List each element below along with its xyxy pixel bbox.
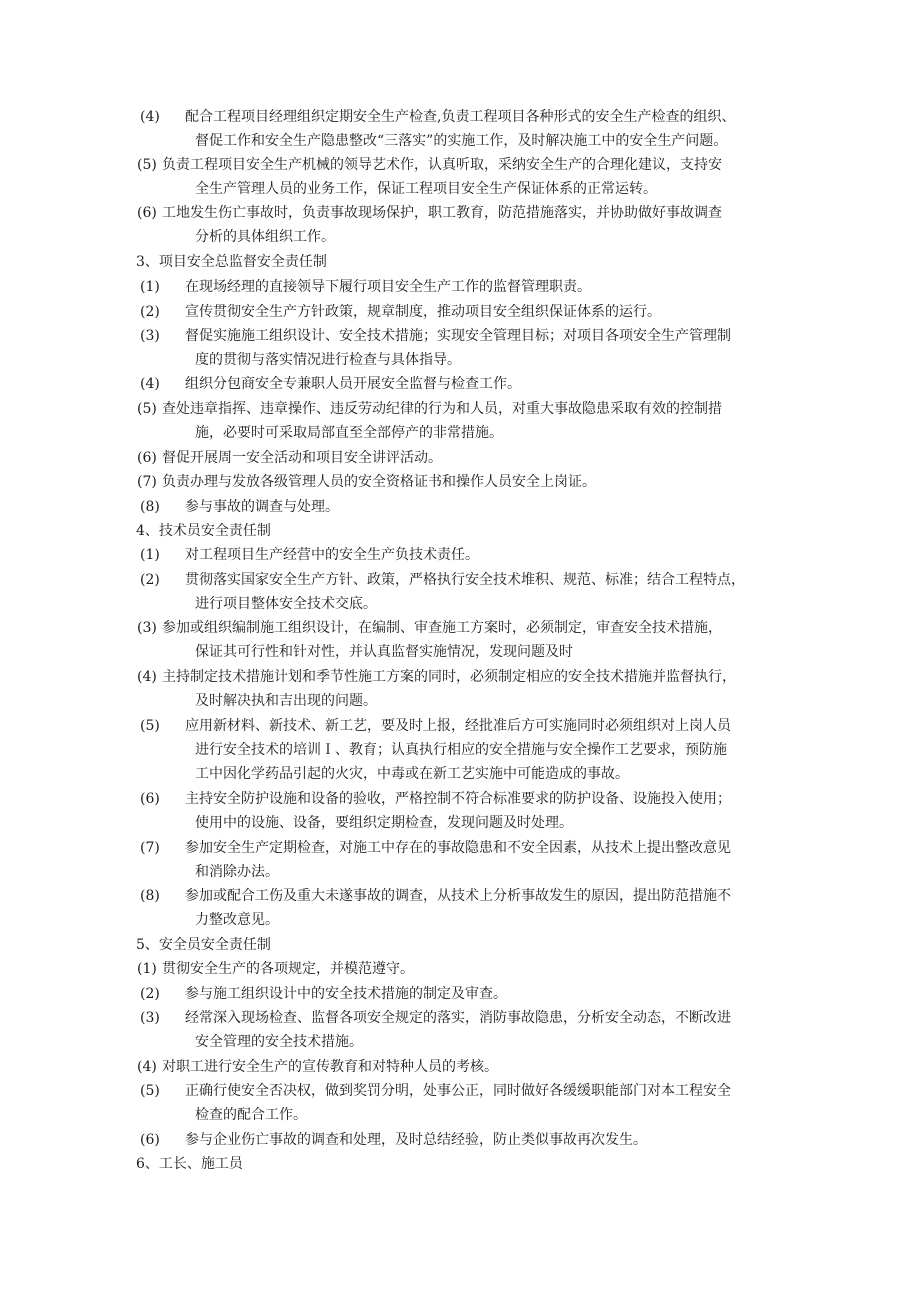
item-text: 主持安全防护设施和设备的验收，严格控制不符合标准要求的防护设备、设施投入使用； <box>185 791 731 807</box>
item-number: (3) <box>137 620 157 636</box>
item-number: (5) <box>140 718 160 734</box>
item-text: 正确行使安全否决权，做到奖罚分明，处事公正，同时做好各缓缓职能部门对本工程安全 <box>185 1083 731 1099</box>
item-number: (8) <box>140 499 160 515</box>
item-text-continuation: 全生产管理人员的业务工作，保证工程项目安全生产保证体系的正常运转。 <box>195 181 657 197</box>
item-text-continuation: 及时解决执和吉出现的问题。 <box>195 693 377 709</box>
item-text: 经常深入现场检查、监督各项安全规定的落实，消防事故隐患，分析安全动态，不断改进 <box>185 1010 731 1026</box>
item-text: 参与施工组织设计中的安全技术措施的制定及审查。 <box>185 986 507 1002</box>
item-text: 应用新材料、新技术、新工艺，要及时上报，经批准后方可实施同时必须组织对上岗人员 <box>185 718 731 734</box>
item-text: 对工程项目生产经营中的安全生产负技术责任。 <box>185 547 479 563</box>
item-text: 贯彻安全生产的各项规定，并模范遵守。 <box>162 961 414 977</box>
item-number: (6) <box>137 205 157 221</box>
item-text-continuation: 度的贯彻与落实情况进行检查与具体指导。 <box>195 352 461 368</box>
item-text-continuation: 和消除办法。 <box>195 864 279 880</box>
item-number: (1) <box>140 279 160 295</box>
item-text: 督促实施施工组织设计、安全技术措施；实现安全管理目标；对项目各项安全生产管理制 <box>185 328 731 344</box>
section-heading: 4、技术员安全责任制 <box>136 523 271 539</box>
item-number: (3) <box>140 328 160 344</box>
item-text: 负责工程项目安全生产机械的领导艺术作，认真听取，采纳安全生产的合理化建议，支持安 <box>162 157 722 173</box>
item-number: (8) <box>140 888 160 904</box>
item-number: (1) <box>137 961 157 977</box>
item-text: 宣传贯彻安全生产方针政策，规章制度，推动项目安全组织保证体系的运行。 <box>185 304 661 320</box>
item-text: 参加安全生产定期检查，对施工中存在的事故隐患和不安全因素，从技术上提出整改意见 <box>185 840 731 856</box>
item-number: (2) <box>140 986 160 1002</box>
item-number: (3) <box>140 1010 160 1026</box>
item-number: (7) <box>137 474 157 490</box>
item-text: 查处违章指挥、违章操作、违反劳动纪律的行为和人员，对重大事故隐患采取有效的控制措 <box>162 401 722 417</box>
item-text: 在现场经理的直接领导下履行项目安全生产工作的监督管理职责。 <box>185 279 591 295</box>
item-text: 负责办理与发放各级管理人员的安全资格证书和操作人员安全上岗证。 <box>162 474 596 490</box>
section-heading: 3、项目安全总监督安全责任制 <box>136 254 327 270</box>
item-text-continuation: 施，必要时可采取局部直至全部停产的非常措施。 <box>195 425 503 441</box>
section-heading: 6、工长、施工员 <box>136 1156 243 1172</box>
item-number: (5) <box>137 157 157 173</box>
item-text-continuation: 检查的配合工作。 <box>195 1107 307 1123</box>
item-number: (2) <box>140 304 160 320</box>
item-text-continuation: 分析的具体组织工作。 <box>195 229 335 245</box>
item-number: (5) <box>137 401 157 417</box>
item-number: (4) <box>137 669 157 685</box>
item-number: (5) <box>140 1083 160 1099</box>
item-text-continuation: 使用中的设施、设备，要组织定期检查，发现问题及时处理。 <box>195 815 573 831</box>
item-text: 督促开展周一安全活动和项目安全讲评活动。 <box>162 450 442 466</box>
item-text: 组织分包商安全专兼职人员开展安全监督与检查工作。 <box>185 376 521 392</box>
item-text-continuation: 安全管理的安全技术措施。 <box>195 1034 363 1050</box>
item-number: (4) <box>137 1059 157 1075</box>
item-text-continuation: 保证其可行性和针对性，并认真监督实施情况，发现问题及时 <box>195 644 573 660</box>
item-number: (6) <box>137 450 157 466</box>
item-text: 对职工进行安全生产的宣传教育和对特种人员的考核。 <box>162 1059 498 1075</box>
item-text-continuation: 力整改意见。 <box>195 912 279 928</box>
item-text: 参加或组织编制施工组织设计，在编制、审查施工方案时，必须制定，审查安全技术措施， <box>162 620 722 636</box>
item-text: 主持制定技术措施计划和季节性施工方案的同时，必须制定相应的安全技术措施并监督执行， <box>162 669 736 685</box>
item-text-continuation: 工中因化学药品引起的火灾，中毒或在新工艺实施中可能造成的事故。 <box>195 766 629 782</box>
item-text: 贯彻落实国家安全生产方针、政策，严格执行安全技术堆积、规范、标准；结合工程特点， <box>185 572 745 588</box>
item-number: (7) <box>140 840 160 856</box>
item-text: 工地发生伤亡事故时，负责事故现场保护，职工教育，防范措施落实，并协助做好事故调查 <box>162 205 722 221</box>
item-number: (6) <box>140 1132 160 1148</box>
item-number: (1) <box>140 547 160 563</box>
item-text-continuation: 进行安全技术的培训Ｉ、教育；认真执行相应的安全措施与安全操作工艺要求，预防施 <box>195 742 727 758</box>
item-number: (2) <box>140 572 160 588</box>
item-number: (4) <box>140 376 160 392</box>
item-text: 配合工程项目经理组织定期安全生产检查,负责工程项目各种形式的安全生产检查的组织、 <box>185 109 736 125</box>
item-text: 参与企业伤亡事故的调查和处理，及时总结经验，防止类似事故再次发生。 <box>185 1132 647 1148</box>
item-number: (6) <box>140 791 160 807</box>
item-text-continuation: 进行项目整体安全技术交底。 <box>195 596 377 612</box>
item-text: 参与事故的调查与处理。 <box>185 499 339 515</box>
item-text: 参加或配合工伤及重大未遂事故的调查，从技术上分析事故发生的原因，提出防范措施不 <box>185 888 731 904</box>
section-heading: 5、安全员安全责任制 <box>136 937 271 953</box>
item-text-continuation: 督促工作和安全生产隐患整改“三落实”的实施工作，及时解决施工中的安全生产问题。 <box>195 133 728 149</box>
item-number: (4) <box>140 109 160 125</box>
